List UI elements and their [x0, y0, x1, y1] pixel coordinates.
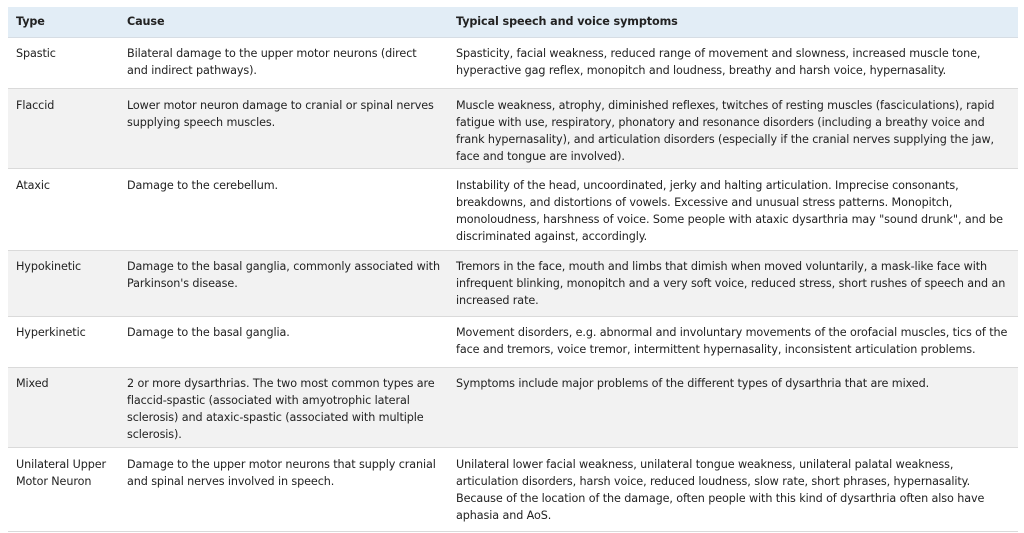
cell-type: Mixed — [8, 368, 119, 448]
table-row — [8, 448, 1018, 532]
table-body — [8, 38, 1018, 532]
cell-symptoms: Muscle weakness, atrophy, diminished reflexes, twitches of resting muscles (fasciculations), rapid fatigue with use, respiratory, phonatory and resonance disorders (including a breathy voice and frank hypernasality), and articulation disorders (especially if the cranial nerves supplying the jaw, face and tongue are involved). — [448, 89, 1018, 169]
cell-symptoms: Movement disorders, e.g. abnormal and involuntary movements of the orofacial muscles, tics of the face and tremors, voice tremor, intermittent hypernasality, inconsistent articulation problems. — [448, 317, 1018, 368]
table-row — [8, 89, 1018, 169]
header-type: Type — [8, 7, 119, 38]
cell-type: Spastic — [8, 38, 119, 89]
cell-cause: Lower motor neuron damage to cranial or spinal nerves supplying speech muscles. — [119, 89, 448, 169]
cell-symptoms: Tremors in the face, mouth and limbs that dimish when moved voluntarily, a mask-like face with infrequent blinking, monopitch and a very soft voice, reduced stress, short rushes of speech and an increased rate. — [448, 251, 1018, 317]
cell-cause: Damage to the basal ganglia. — [119, 317, 448, 368]
header-row — [8, 7, 1018, 38]
cell-type: Ataxic — [8, 169, 119, 251]
cell-cause: Damage to the upper motor neurons that supply cranial and spinal nerves involved in speech. — [119, 448, 448, 532]
table-row — [8, 38, 1018, 89]
table-row — [8, 317, 1018, 368]
cell-symptoms: Spasticity, facial weakness, reduced range of movement and slowness, increased muscle tone, hyperactive gag reflex, monopitch and loudness, breathy and harsh voice, hypernasality. — [448, 38, 1018, 89]
dysarthria-types-table — [8, 7, 1018, 532]
header-cause: Cause — [119, 7, 448, 38]
table-row — [8, 368, 1018, 448]
cell-cause: Damage to the basal ganglia, commonly associated with Parkinson's disease. — [119, 251, 448, 317]
cell-cause: 2 or more dysarthrias. The two most common types are flaccid-spastic (associated with amyotrophic lateral sclerosis) and ataxic-spastic (associated with multiple sclerosis). — [119, 368, 448, 448]
cell-symptoms: Instability of the head, uncoordinated, jerky and halting articulation. Imprecise consonants, breakdowns, and distortions of vowels. Excessive and unusual stress patterns. Monopitch, monoloudness, harshness of voice. Some people with ataxic dysarthria may "sound drunk", and be discriminated against, accordingly. — [448, 169, 1018, 251]
table-row — [8, 251, 1018, 317]
cell-type: Hyperkinetic — [8, 317, 119, 368]
header-symptoms: Typical speech and voice symptoms — [448, 7, 1018, 38]
table-header — [8, 7, 1018, 38]
cell-type: Hypokinetic — [8, 251, 119, 317]
cell-symptoms: Symptoms include major problems of the different types of dysarthria that are mixed. — [448, 368, 1018, 448]
cell-type: Flaccid — [8, 89, 119, 169]
cell-symptoms: Unilateral lower facial weakness, unilateral tongue weakness, unilateral palatal weakness, articulation disorders, harsh voice, reduced loudness, slow rate, short phrases, hypernasality. Because of the location of the damage, often people with this kind of dysarthria often also have aphasia and AoS. — [448, 448, 1018, 532]
table-row — [8, 169, 1018, 251]
cell-cause: Damage to the cerebellum. — [119, 169, 448, 251]
cell-type: Unilateral Upper Motor Neuron — [8, 448, 119, 532]
cell-cause: Bilateral damage to the upper motor neurons (direct and indirect pathways). — [119, 38, 448, 89]
